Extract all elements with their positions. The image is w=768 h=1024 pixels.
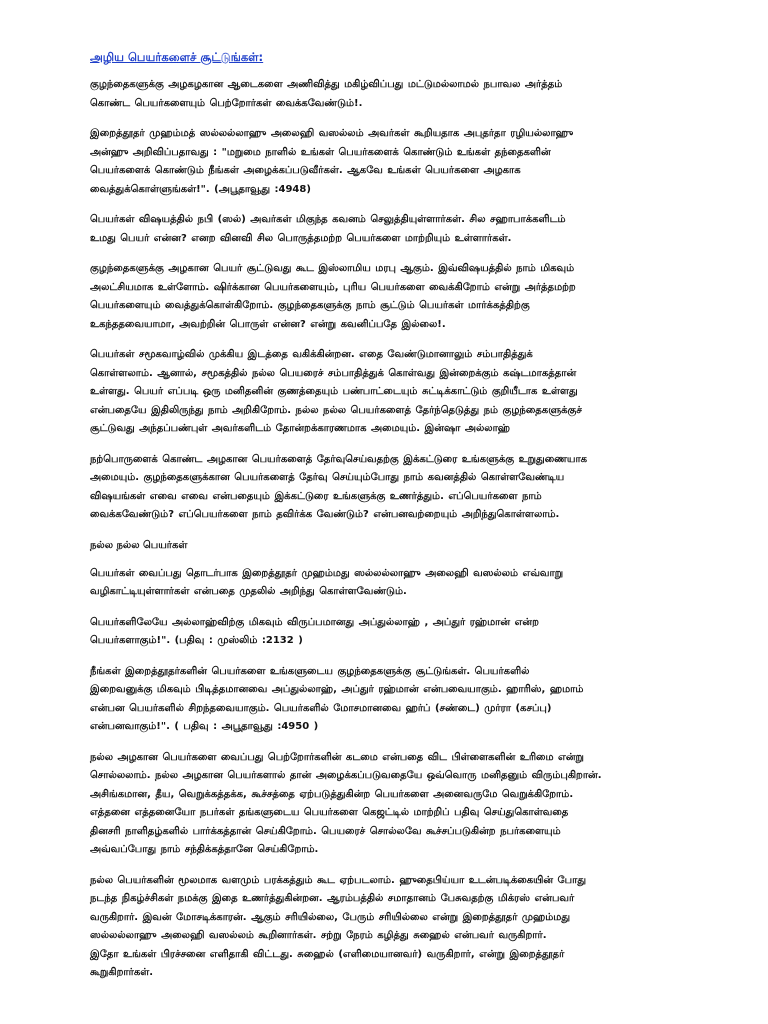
page-title: அழிய பெயர்களைச் சூட்டுங்கள்: (90, 50, 264, 64)
paragraph: குழந்தைகளுக்கு அழகழகான ஆடைகளை அணிவித்து மகிழ்விப்பது மட்டுமல்லாமல் நபாவல அர்த்தம் கொண்ட பெயர்களையும் பெற்றோர்கள் வைக்கவேண்டும்!. (90, 79, 563, 109)
paragraph: பெயர்கள் வைப்பது தொடர்பாக இறைத்தூதர் முஹம்மது ஸல்லல்லாஹு அலைஹி வஸல்லம் எவ்வாறு வழிகாட்டியுள்ளார்கள் என்பதை முதலில் அறிந்து கொள்ளவேண்டும். (90, 567, 564, 597)
paragraph: நல்ல அழகான பெயர்களை வைப்பது பெற்றோர்களின் கடமை என்பதை விட பிள்ளைகளின் உரிமை என்று சொல்லலாம். நல்ல அழகான பெயர்களால் தான் அழைக்கப்படுவதையே ஒவ்வொரு மனிதனும் விரும்புகிறான். அசிங்கமான, தீய, வெறுக்கத்தக்க, கூச்சத்தை ஏற்படுத்துகின்ற பெயர்களை அனைவருமே வெறுக்கிறோம். எத்தனை எத்தனையோ நபர்கள் தங்களுடைய பெயர்களை கெஜட்டில் மாற்றிப் பதிவு செய்துகொள்வதை தினசரி நாளிதழ்களில் பார்க்கத்தான் செய்கிறோம். பெயரைச் சொல்லவே கூச்சப்படுகின்ற நபர்களையும் அவ்வப்போது நாம் சந்திக்கத்தானே செய்கிறோம். (90, 751, 602, 855)
paragraph: பெயர்கள் சமூகவாழ்வில் முக்கிய இடத்தை வகிக்கின்றன. எதை வேண்டுமானாலும் சம்பாதித்துக் கொள்ளலாம். ஆனால், சமூகத்தில் நல்ல பெயரைச் சம்பாதித்துக் கொள்வது இன்றைக்கும் கஷ்டமாகத்தான் உள்ளது. பெயர் எப்படி ஒரு மனிதனின் குணத்தையும் பண்பாட்டையும் சுட்டிக்காட்டும் குறியீடாக உள்ளது என்பதையே இதிலிருந்து நாம் அறிகிறோம். நல்ல நல்ல பெயர்களைத் தேர்ந்தெடுத்து நம் குழந்தைகளுக்குச் சூட்டுவது அந்தப்பண்புள் அவர்களிடம் தோன்றக்காரணமாக அமையும். இன்ஷா அல்லாஹ் (90, 349, 582, 434)
paragraph: நீங்கள் இறைத்தூதர்களின் பெயர்களை உங்களுடைய குழந்தைகளுக்கு சூட்டுங்கள். பெயர்களில் இறைவனுக்கு மிகவும் பிடித்தமானவை அப்துல்லாஹ், அப்துர் ரஹ்மான் என்பவையாகும். ஹாரிஸ், ஹமாம் என்பன பெயர்களில் சிறந்தவையாகும். பெயர்களில் மோசமானவை ஹர்ப் (சண்டை) முர்ரா (கசப்பு) என்பனவாகும்!". ( பதிவு : அபூதாவூது :4950 ) (90, 665, 584, 732)
paragraph: இறைத்தூதர் முஹம்மத் ஸல்லல்லாஹு அலைஹி வஸல்லம் அவர்கள் கூறியதாக அபுதர்தா ரழியல்லாஹு அன்ஹு அறிவிப்பதாவது : "மறுமை நாளில் உங்கள் பெயர்களைக் கொண்டும் உங்கள் தந்தைகளின் பெயர்களைக் கொண்டும் நீங்கள் அழைக்கப்படுவீர்கள். ஆகவே உங்கள் பெயர்களை அழகாக வைத்துக்கொள்ளுங்கள்!". (அபூதாவூது :4948) (90, 128, 574, 195)
paragraph: குழந்தைகளுக்கு அழகான பெயர் சூட்டுவது கூட இஸ்லாமிய மரபு ஆகும். இவ்விஷயத்தில் நாம் மிகவும் அலட்சியமாக உள்ளோம். ஷிர்க்கான பெயர்களையும், புரிய பெயர்களை வைக்கிறோம் என்று அர்த்தமற்ற பெயர்களையும் வைத்துக்கொள்கிறோம். குழந்தைகளுக்கு நாம் சூட்டும் பெயர்கள் மார்க்கத்திற்கு உகந்ததவையாமா, அவற்றின் பொருள் என்ன? என்று கவனிப்பதே இல்லை!. (90, 263, 576, 330)
paragraph: பெயர்கள் விஷயத்தில் நபி (ஸல்) அவர்கள் மிகுந்த கவனம் செலுத்தியுள்ளார்கள். சில சஹாபாக்களிடம் உமது பெயர் என்ன? எனற வினவி சில பொருத்தமற்ற பெயர்களை மாற்றியும் உள்ளார்கள். (90, 214, 566, 244)
paragraph: நல்ல பெயர்களின் மூலமாக வளமும் பரக்கத்தும் கூட ஏற்படலாம். ஹுதைபிய்யா உடன்படிக்கையின் போது நடந்த நிகழ்ச்சிகள் நமக்கு இதை உணர்த்துகின்றன. ஆரம்பத்தில் சமாதானம் பேசுவதற்கு மிக்ரஸ் என்பவர் வருகிறார். இவன் மோசடிக்காரன். ஆகும் சரியில்லை, பேரும் சரியில்லை என்று இறைத்தூதர் முஹம்மது ஸல்லல்லாஹு அலைஹி வஸல்லம் கூறினார்கள். சற்று நேரம் கழித்து சுஹைல் என்பவர் வருகிறார். இதோ உங்கள் பிரச்சனை எளிதாகி விட்டது. சுஹைல் (எளிமையானவர்) வருகிறார், என்று இறைத்தூதர் கூறுகிறார்கள். (90, 874, 586, 978)
paragraph: பெயர்களிலேயே அல்லாஹ்விற்கு மிகவும் விருப்பமானது அப்துல்லாஹ் , அப்துர் ரஹ்மான் என்ற பெயர்களாகும்!". (பதிவு : முஸ்லிம் :2132 ) (90, 616, 539, 646)
section-subheading: நல்ல நல்ல பெயர்கள் (90, 539, 188, 551)
paragraph: நற்பொருளைக் கொண்ட அழகான பெயர்களைத் தேர்வுசெய்வதற்கு இக்கட்டுரை உங்களுக்கு உறுதுணையாக அமையும். குழந்தைகளுக்கான பெயர்களைத் தேர்வு செய்யும்போது நாம் கவனத்தில் கொள்ளவேண்டிய விஷயங்கள் எவை எவை என்பதையும் இக்கட்டுரை உங்களுக்கு உணர்த்தும். எப்பெயர்களை நாம் வைக்கவேண்டும்? எப்பெயர்களை நாம் தவிர்க்க வேண்டும்? என்பனவற்றையும் அறிந்துகொள்ளலாம். (90, 453, 588, 520)
